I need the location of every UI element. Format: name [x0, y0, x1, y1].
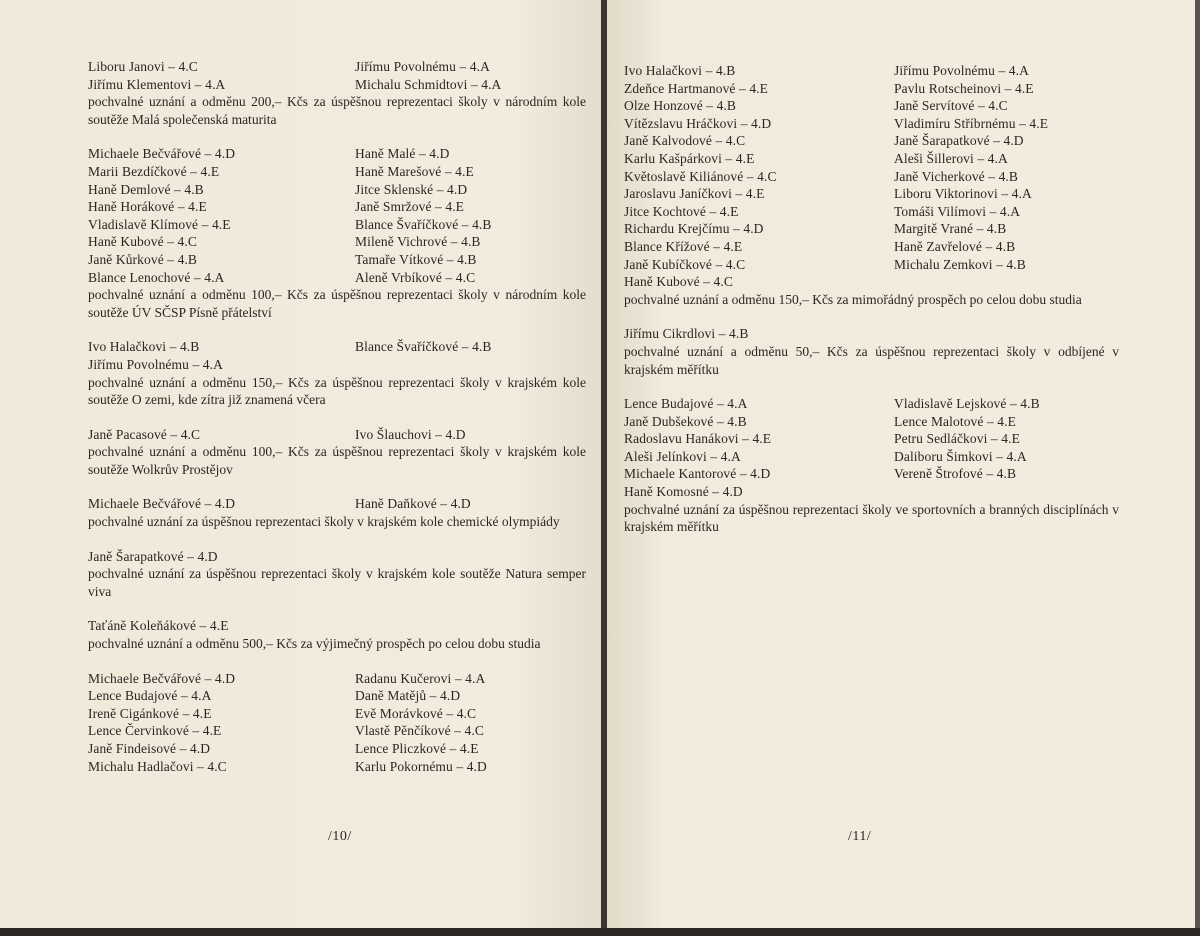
- recipient-name: Haně Komosné – 4.D: [624, 484, 743, 500]
- recipient-list: [624, 395, 1119, 501]
- recipient-name: Daně Matějů – 4.D: [355, 688, 461, 704]
- recipient-name: Jaroslavu Janíčkovi – 4.E: [624, 186, 765, 202]
- recipient-name: Radanu Kučerovi – 4.A: [355, 670, 486, 686]
- recipient-list: [88, 548, 586, 566]
- award-description: pochvalné uznání a odměnu 200,– Kčs za úspěšnou reprezentaci školy v národním kole soutěže Malá společenská maturita: [88, 94, 586, 127]
- recipient-name: Vladislavě Lejskové – 4.B: [894, 396, 1040, 412]
- award-description: pochvalné uznání a odměnu 100,– Kčs za úspěšnou reprezentaci školy v národním kole soutěže ÚV SČSP Písně přátelství: [88, 287, 586, 320]
- award-block: [624, 62, 1119, 308]
- recipient-name: Blance Švaříčkové – 4.B: [355, 339, 492, 355]
- recipient-name: Janě Šarapatkové – 4.D: [894, 133, 1024, 149]
- award-block: [624, 325, 1119, 378]
- recipient-list: [88, 338, 586, 373]
- recipient-name: Michalu Zemkovi – 4.B: [894, 256, 1026, 272]
- left-page: [0, 0, 601, 928]
- recipient-name: Olze Honzové – 4.B: [624, 98, 737, 114]
- recipient-name: Michalu Schmidtovi – 4.A: [355, 76, 502, 92]
- recipient-name: Janě Šarapatkové – 4.D: [88, 548, 218, 564]
- recipient-name: Ivo Halačkovi – 4.B: [88, 339, 200, 355]
- recipient-name: Aleně Vrbíkové – 4.C: [355, 269, 476, 285]
- recipient-name: Vladislavě Klímové – 4.E: [88, 216, 231, 232]
- left-page-content: [88, 58, 586, 792]
- recipient-name: Blance Lenochové – 4.A: [88, 269, 225, 285]
- recipient-name: [894, 273, 1119, 291]
- award-description: pochvalné uznání a odměnu 50,– Kčs za úspěšnou reprezentaci školy v odbíjené v krajském měřítku: [624, 343, 1119, 377]
- recipient-name: Haně Daňkové – 4.D: [355, 496, 471, 512]
- award-block: [88, 338, 586, 408]
- recipient-name: Evě Morávkové – 4.C: [355, 705, 477, 721]
- recipient-name: Aleši Jelínkovi – 4.A: [624, 448, 741, 464]
- recipient-name: Zdeňce Hartmanové – 4.E: [624, 80, 768, 96]
- recipient-name: Vlastě Pěnčíkové – 4.C: [355, 723, 484, 739]
- recipient-name: Ireně Cigánkové – 4.E: [88, 705, 212, 721]
- recipient-name: Tomáši Vilímovi – 4.A: [894, 203, 1021, 219]
- recipient-name: Lence Pliczkové – 4.E: [355, 741, 479, 756]
- recipient-name: Vítězslavu Hráčkovi – 4.D: [624, 115, 772, 131]
- recipient-name: Haně Kubové – 4.C: [624, 274, 733, 290]
- recipient-name: Karlu Kašpárkovi – 4.E: [624, 150, 755, 166]
- recipient-name: Haně Zavřelové – 4.B: [894, 238, 1016, 254]
- recipient-name: Janě Vicherkové – 4.B: [894, 168, 1019, 184]
- recipient-name: Janě Dubšekové – 4.B: [624, 413, 747, 429]
- recipient-name: Pavlu Rotscheinovi – 4.E: [894, 80, 1034, 96]
- recipient-list: [88, 145, 586, 286]
- recipient-name: Michaele Bečvářové – 4.D: [88, 146, 236, 162]
- recipient-list: [624, 325, 1119, 343]
- recipient-name: Daliboru Šimkovi – 4.A: [894, 448, 1027, 464]
- award-block: [88, 617, 586, 652]
- award-block: [88, 145, 586, 321]
- award-description: pochvalné uznání a odměnu 500,– Kčs za výjimečný prospěch po celou dobu studia: [88, 636, 541, 652]
- recipient-name: Mileně Vichrové – 4.B: [355, 234, 481, 250]
- recipient-name: Lence Malotové – 4.E: [894, 413, 1016, 429]
- recipient-name: Michaele Bečvářové – 4.D: [88, 496, 236, 512]
- recipient-list: [88, 58, 586, 93]
- award-description: pochvalné uznání a odměnu 100,– Kčs za úspěšnou reprezentaci školy v krajském kole soutěže Wolkrův Prostějov: [88, 444, 586, 477]
- recipient-name: Vereně Štrofové – 4.B: [894, 466, 1017, 482]
- recipient-name: Liboru Janovi – 4.C: [88, 59, 198, 74]
- recipient-name: Karlu Pokornému – 4.D: [355, 758, 487, 774]
- recipient-name: Jiřímu Povolnému – 4.A: [88, 356, 223, 372]
- recipient-name: Janě Smržové – 4.E: [355, 199, 465, 215]
- award-description: pochvalné uznání za úspěšnou reprezentaci školy v krajském kole chemické olympiády: [88, 514, 560, 530]
- recipient-name: [894, 483, 1119, 501]
- recipient-name: Jiřímu Klementovi – 4.A: [88, 76, 226, 92]
- recipient-name: Haně Marešové – 4.E: [355, 163, 474, 179]
- recipient-name: Janě Kůrkové – 4.B: [88, 251, 198, 267]
- page-number: /11/: [848, 829, 872, 844]
- award-block: [624, 395, 1119, 536]
- recipient-name: Margitě Vrané – 4.B: [894, 221, 1007, 237]
- recipient-name: Ivo Halačkovi – 4.B: [624, 63, 736, 78]
- recipient-name: Jiřímu Cikrdlovi – 4.B: [624, 326, 749, 342]
- recipient-name: Lence Červinkové – 4.E: [88, 723, 222, 739]
- recipient-name: Michaele Bečvářové – 4.D: [88, 670, 236, 686]
- right-page-content: [624, 62, 1119, 553]
- award-description: pochvalné uznání a odměnu 150,– Kčs za úspěšnou reprezentaci školy v krajském kole soutěže O zemi, kde zítra již znamená včera: [88, 374, 586, 408]
- award-block: [88, 426, 586, 479]
- award-description: pochvalné uznání a odměnu 150,– Kčs za mimořádný prospěch po celou dobu studia: [624, 291, 1082, 307]
- recipient-name: Richardu Krejčímu – 4.D: [624, 221, 764, 237]
- recipient-name: Blance Švaříčkové – 4.B: [355, 216, 492, 232]
- right-page: [607, 0, 1195, 928]
- recipient-name: Haně Demlové – 4.B: [88, 181, 204, 197]
- recipient-name: Ivo Šlauchovi – 4.D: [355, 426, 466, 442]
- recipient-name: Jitce Kochtové – 4.E: [624, 203, 739, 219]
- recipient-name: Janě Kubíčkové – 4.C: [624, 256, 746, 272]
- recipient-name: Michalu Hadlačovi – 4.C: [88, 758, 227, 774]
- award-description: pochvalné uznání za úspěšnou reprezentaci školy ve sportovních a branných disciplínách v krajském měřítku: [624, 501, 1119, 535]
- recipient-name: Taťáně Koleňákové – 4.E: [88, 618, 229, 634]
- award-block: [88, 548, 586, 601]
- recipient-name: Aleši Šillerovi – 4.A: [894, 150, 1008, 166]
- page-edge: [1195, 0, 1200, 936]
- award-block: [88, 58, 586, 128]
- recipient-list: [88, 426, 586, 444]
- recipient-name: Radoslavu Hanákovi – 4.E: [624, 431, 772, 447]
- award-block: [88, 670, 586, 776]
- recipient-name: Marii Bezdíčkové – 4.E: [88, 163, 220, 179]
- recipient-name: Janě Servítové – 4.C: [894, 98, 1008, 114]
- recipient-name: Haně Horákové – 4.E: [88, 199, 207, 215]
- recipient-name: Haně Malé – 4.D: [355, 146, 450, 162]
- recipient-name: Janě Kalvodové – 4.C: [624, 133, 746, 149]
- recipient-name: Vladimíru Stříbrnému – 4.E: [894, 115, 1049, 131]
- recipient-name: Jiřímu Povolnému – 4.A: [355, 59, 490, 74]
- award-description: pochvalné uznání za úspěšnou reprezentaci školy v krajském kole soutěže Natura semper viva: [88, 566, 586, 599]
- recipient-name: Lence Budajové – 4.A: [624, 396, 748, 412]
- recipient-list: [624, 62, 1119, 291]
- award-block: [88, 495, 586, 530]
- page-number: /10/: [328, 829, 352, 844]
- recipient-list: [88, 495, 586, 513]
- recipient-name: Lence Budajové – 4.A: [88, 688, 212, 704]
- recipient-name: Květoslavě Kiliánové – 4.C: [624, 168, 777, 184]
- recipient-name: Blance Křížové – 4.E: [624, 238, 743, 254]
- recipient-name: Jiřímu Povolnému – 4.A: [894, 63, 1029, 78]
- page-edge: [0, 928, 1200, 936]
- recipient-name: Liboru Viktorinovi – 4.A: [894, 186, 1032, 202]
- recipient-name: Janě Findeisové – 4.D: [88, 741, 211, 756]
- recipient-list: [88, 617, 586, 635]
- recipient-name: Janě Pacasové – 4.C: [88, 426, 201, 442]
- recipient-list: [88, 670, 586, 776]
- recipient-name: Tamaře Vítkové – 4.B: [355, 251, 477, 267]
- recipient-name: Michaele Kantorové – 4.D: [624, 466, 771, 482]
- recipient-name: Jitce Sklenské – 4.D: [355, 181, 468, 197]
- recipient-name: Haně Kubové – 4.C: [88, 234, 197, 250]
- recipient-name: Petru Sedláčkovi – 4.E: [894, 431, 1020, 447]
